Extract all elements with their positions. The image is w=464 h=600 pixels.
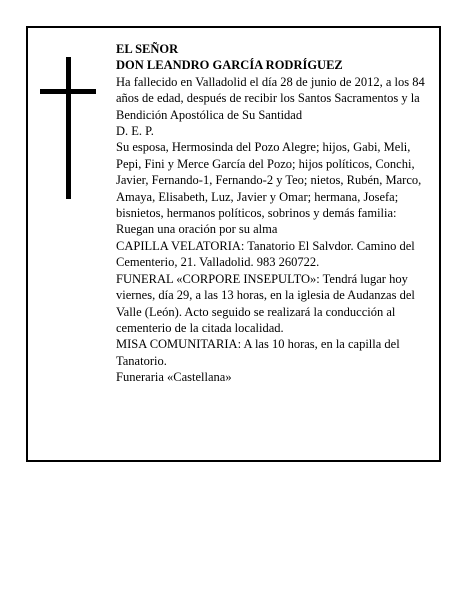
funeral-label: FUNERAL «CORPORE INSEPULTO» — [116, 271, 317, 286]
cross-icon — [40, 57, 96, 199]
chapel-label: CAPILLA VELATORIA — [116, 238, 241, 253]
funeral-info — [116, 271, 426, 337]
obituary-text — [116, 41, 426, 386]
chapel-text: : Tanatorio El Salvdor. Camino del Cementerio, 21. Valladolid. 983 260722. — [116, 238, 415, 270]
cross-horizontal-bar — [40, 89, 96, 94]
deceased-name: DON LEANDRO GARCÍA RODRÍGUEZ — [116, 58, 343, 73]
mass-text: : A las 10 horas, en la capilla del Tanatorio. — [116, 337, 400, 368]
rip-text: D. E. P. — [116, 124, 154, 139]
title-line-1: EL SEÑOR — [116, 42, 179, 56]
obituary-notice — [26, 26, 441, 462]
death-announcement: Ha fallecido en Valladolid el día 28 de junio de 2012, a los 84 años de edad, después de recibir los Santos Sacramentos y la Bendición Apostólica de Su Santidad — [116, 74, 425, 122]
funeral-home: Funeraria «Castellana» — [116, 370, 232, 385]
mass-info — [116, 336, 426, 369]
mass-label: MISA COMUNITARIA — [116, 337, 238, 352]
prayer-request: Ruegan una oración por su alma — [116, 222, 278, 237]
chapel-info — [116, 238, 426, 271]
funeral-text: : Tendrá lugar hoy viernes, día 29, a las 13 horas, en la iglesia de Audanzas del Valle (León). Acto seguido se realizará la conducción al cementerio de la citada localidad. — [116, 271, 415, 335]
family-list: Su esposa, Hermosinda del Pozo Alegre; hijos, Gabi, Meli, Pepi, Fini y Merce García del Pozo; hijos políticos, Conchi, Javier, Fernando-1, Fernando-2 y Teo; nietos, Rubén, Marco, Amaya, Elisabeth, Luz, Javier y Omar; hermana, Josefa; bisnietos, hermanos políticos, sobrinos y demás familia: — [116, 140, 422, 221]
cross-vertical-bar — [66, 57, 71, 199]
